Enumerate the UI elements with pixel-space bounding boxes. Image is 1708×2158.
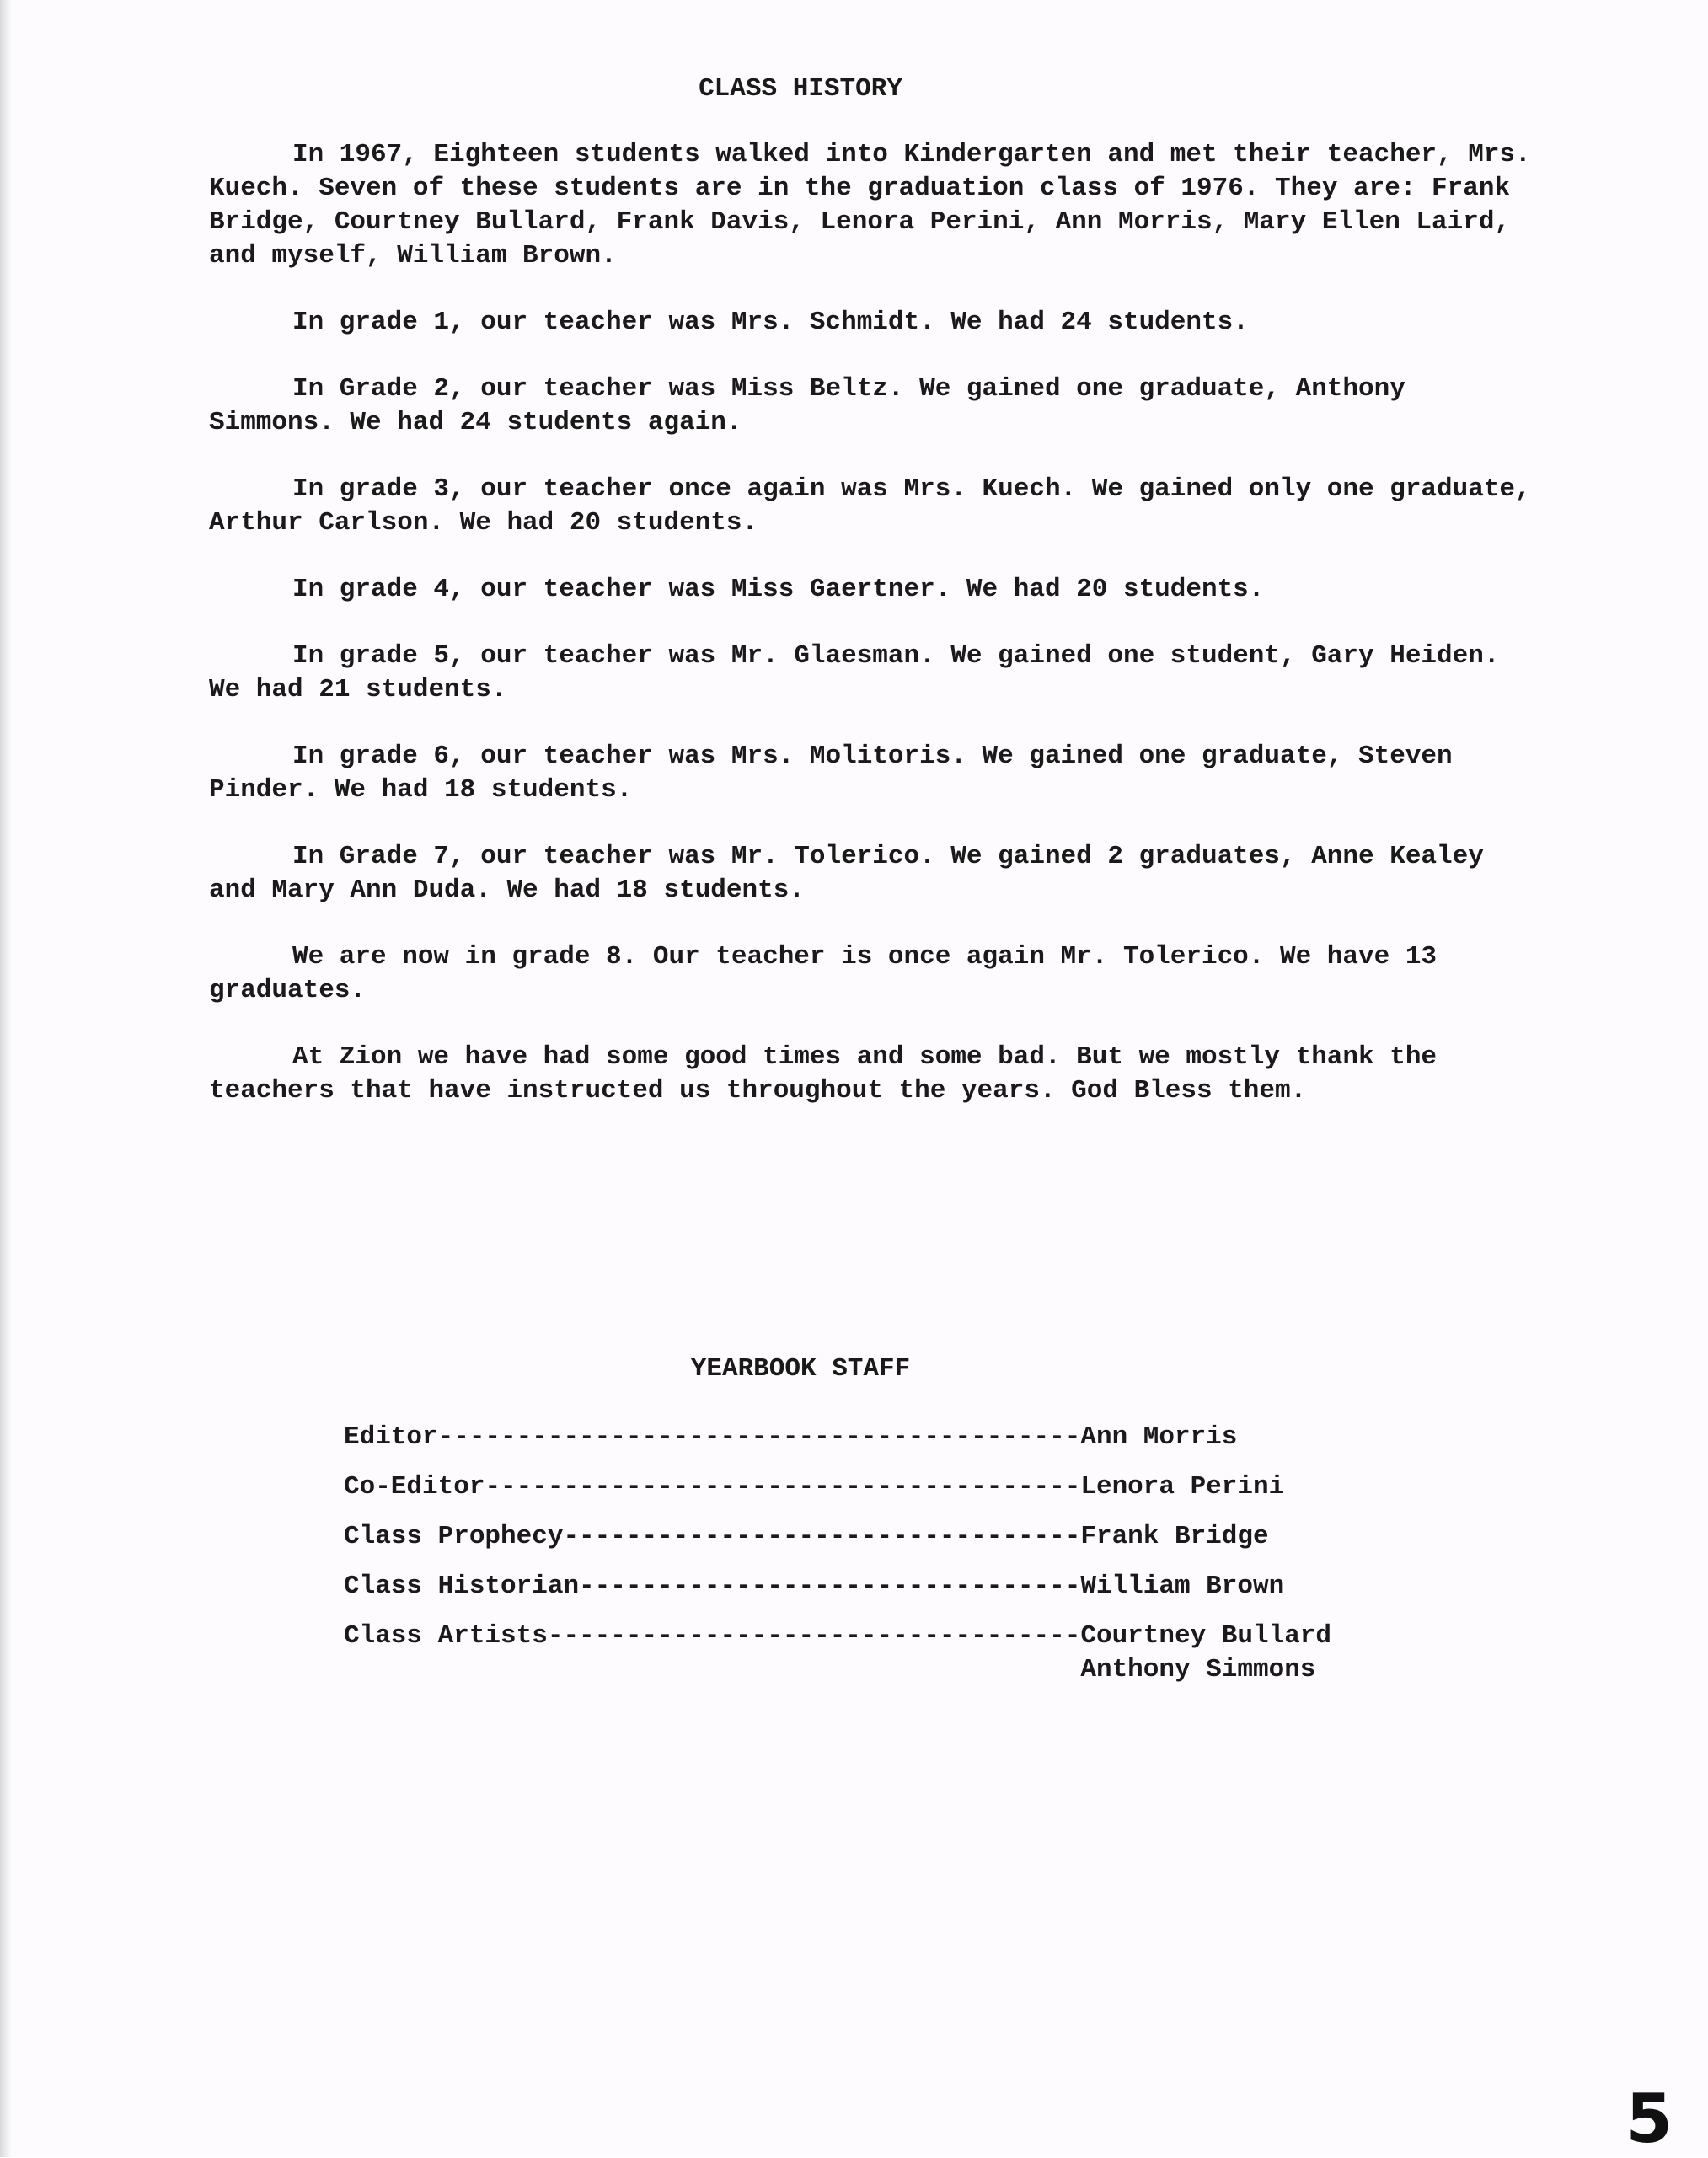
history-paragraph: In 1967, Eighteen students walked into Kindergarten and met their teacher, Mrs. Kuech. Seven of these students are in the graduation class of 1976. They are: Frank Bridge, Courtney Bullard, Frank Davis, Lenora Perini, Ann Morris, Mary Ellen Laird, and myself, William Brown. [209, 140, 1531, 270]
staff-row-editor [344, 1421, 1439, 1454]
class-history-body [209, 138, 1540, 1108]
staff-leader-dashes: ----------------------------------------- [437, 1422, 1081, 1452]
staff-leader-dashes: --------------------------------- [563, 1522, 1081, 1551]
staff-role: Co-Editor [344, 1472, 485, 1502]
staff-name: William Brown [1080, 1572, 1285, 1601]
history-paragraph: In Grade 2, our teacher was Miss Beltz. We gained one graduate, Anthony Simmons. We had 24 students again. [209, 374, 1405, 437]
staff-leader-dashes: ---------------------------------- [547, 1621, 1081, 1651]
staff-role: Class Artists [344, 1621, 548, 1651]
staff-name: Anthony Simmons [1080, 1655, 1316, 1684]
history-paragraph: In Grade 7, our teacher was Mr. Tolerico. We gained 2 graduates, Anne Kealey and Mary Ann Duda. We had 18 students. [209, 842, 1484, 905]
history-paragraph: We are now in grade 8. Our teacher is once again Mr. Tolerico. We have 13 graduates. [209, 942, 1438, 1005]
yearbook-staff-list [344, 1421, 1439, 1703]
page-edge-shadow [0, 0, 12, 2157]
staff-role: Editor [344, 1422, 438, 1452]
staff-names [1080, 1470, 1284, 1504]
staff-name: Frank Bridge [1080, 1522, 1269, 1551]
history-paragraph: In grade 4, our teacher was Miss Gaertner. We had 20 students. [292, 575, 1265, 604]
class-history-title: CLASS HISTORY [699, 74, 902, 104]
staff-leader-dashes: -------------------------------- [579, 1572, 1081, 1601]
history-paragraph: In grade 6, our teacher was Mrs. Molitoris. We gained one graduate, Steven Pinder. We had 18 students. [209, 742, 1453, 805]
yearbook-staff-title: YEARBOOK STAFF [690, 1354, 911, 1384]
staff-row-class-prophecy [344, 1520, 1439, 1554]
staff-role: Class Historian [344, 1572, 580, 1601]
staff-role: Class Prophecy [344, 1522, 564, 1551]
page-number: 5 [1625, 2080, 1673, 2158]
staff-names [1080, 1570, 1284, 1604]
staff-row-class-artists [344, 1620, 1439, 1687]
staff-names [1080, 1520, 1268, 1554]
staff-row-class-historian [344, 1570, 1439, 1604]
staff-name: Lenora Perini [1080, 1472, 1285, 1502]
staff-name: Courtney Bullard [1080, 1621, 1332, 1651]
staff-names [1080, 1421, 1237, 1454]
staff-row-co-editor [344, 1470, 1439, 1504]
history-paragraph: At Zion we have had some good times and some bad. But we mostly thank the teachers that have instructed us throughout the years. God Bless them. [209, 1042, 1438, 1106]
history-paragraph: In grade 5, our teacher was Mr. Glaesman. We gained one student, Gary Heiden. We had 21 students. [209, 641, 1500, 704]
staff-names [1080, 1620, 1331, 1687]
staff-leader-dashes: -------------------------------------- [485, 1472, 1081, 1502]
history-paragraph: In grade 3, our teacher once again was Mrs. Kuech. We gained only one graduate, Arthur Carlson. We had 20 students. [209, 474, 1531, 538]
history-paragraph: In grade 1, our teacher was Mrs. Schmidt. We had 24 students. [292, 308, 1249, 337]
staff-name: Ann Morris [1080, 1422, 1238, 1452]
